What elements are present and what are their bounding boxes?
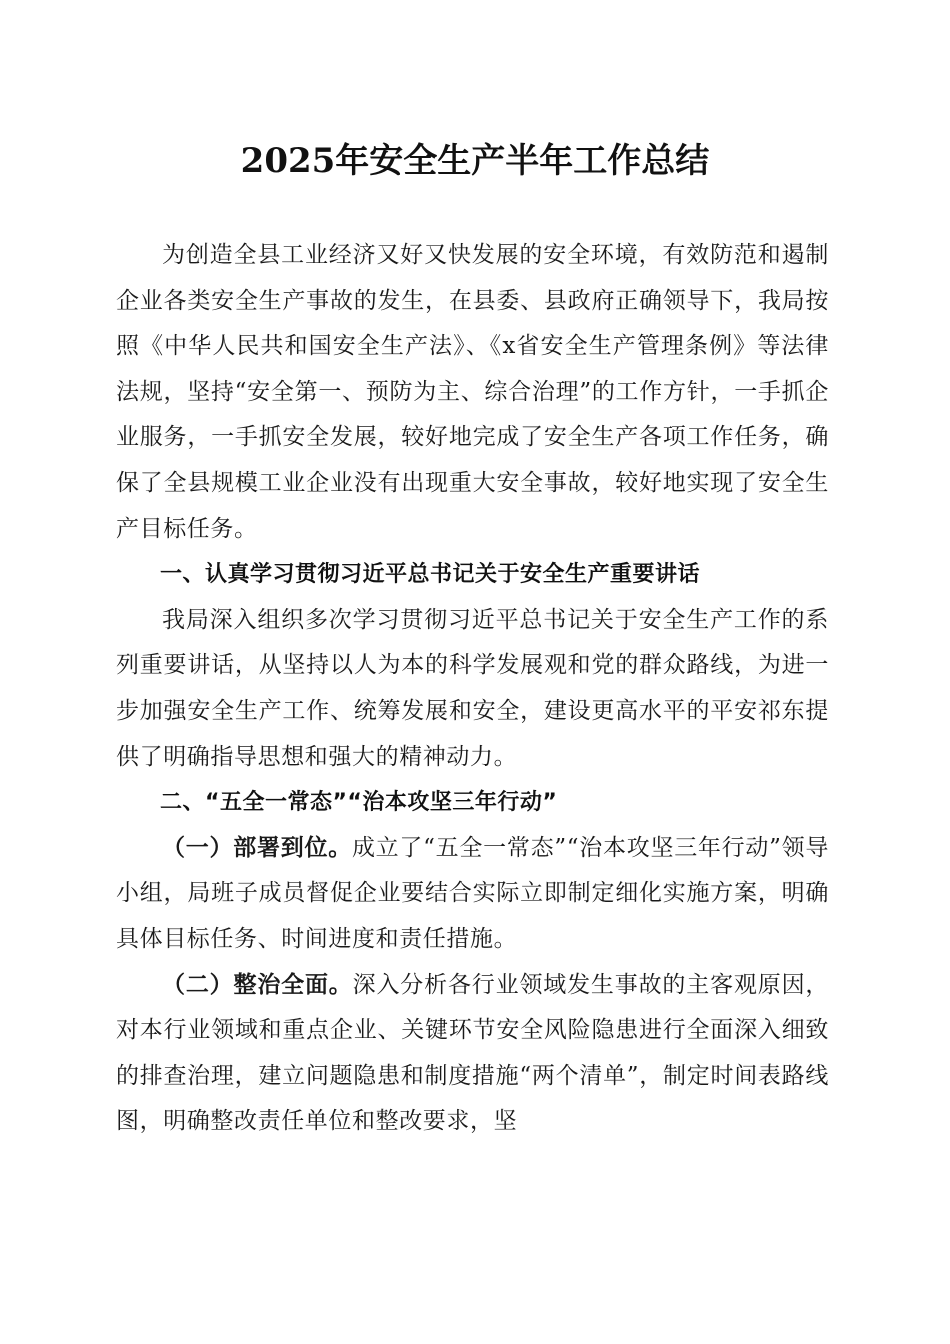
intro-paragraph: 为创造全县工业经济又好又快发展的安全环境，有效防范和遏制企业各类安全生产事故的发生，在县委、县政府正确领导下，我局按照《中华人民共和国安全生产法》、《x省安全生产管理条例》等法律法规，坚持“安全第一、预防为主、综合治理”的工作方针，一手抓企业服务，一手抓安全发展，较好地完成了安全生产各项工作任务，确保了全县规模工业企业没有出现重大安全事故，较好地实现了安全生产目标任务。	[116, 242, 829, 542]
item-2-lead: （二）整治全面。	[162, 971, 353, 998]
section-1-heading: 一、认真学习贯彻习近平总书记关于安全生产重要讲话	[160, 562, 701, 588]
item-1-body: 成立了“五全一常态”“治本攻坚三年行动”领导小组，局班子成员督促企业要结合实际立即制定细化实施方案，明确具体目标任务、时间进度和责任措施。	[116, 834, 829, 952]
section-2-item-2	[116, 963, 829, 1145]
document-title: 2025年安全生产半年工作总结	[240, 141, 710, 181]
document-body	[116, 233, 829, 1145]
section-1-paragraph: 我局深入组织多次学习贯彻习近平总书记关于安全生产工作的系列重要讲话，从坚持以人为本的科学发展观和党的群众路线，为进一步加强安全生产工作、统筹发展和安全，建设更高水平的平安祁东提供了明确指导思想和强大的精神动力。	[116, 606, 829, 770]
section-2-heading: 二、“五全一常态”“治本攻坚三年行动”	[160, 790, 558, 816]
section-2-item-1	[116, 826, 829, 963]
item-1-lead: （一）部署到位。	[162, 834, 352, 861]
item-2-body: 深入分析各行业领域发生事故的主客观原因，对本行业领域和重点企业、关键环节安全风险隐患进行全面深入细致的排查治理，建立问题隐患和制度措施“两个清单”，制定时间表路线图，明确整改责任单位和整改要求，坚	[116, 971, 829, 1135]
